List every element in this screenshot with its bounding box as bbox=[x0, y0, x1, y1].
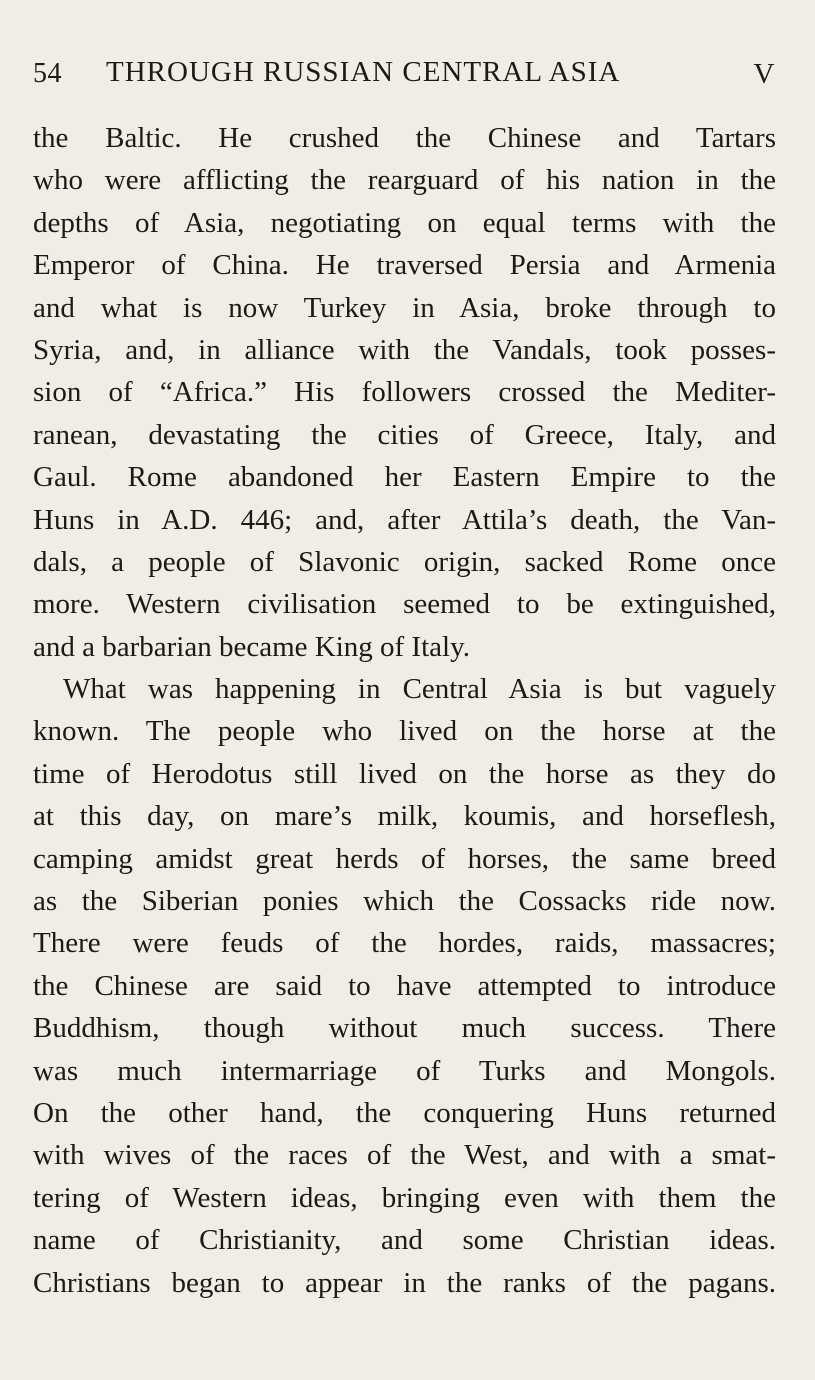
page-number: 54 bbox=[33, 58, 62, 89]
body-text bbox=[33, 117, 776, 1304]
text-line: name of Christianity, and some Christian ideas. bbox=[33, 1224, 776, 1257]
text-line: Emperor of China. He traversed Persia and Armenia bbox=[33, 249, 776, 282]
text-line: with wives of the races of the West, and with a smat- bbox=[33, 1139, 776, 1172]
text-line: as the Siberian ponies which the Cossacks ride now. bbox=[33, 885, 776, 918]
text-line: sion of “Africa.” His followers crossed the Mediter- bbox=[33, 376, 776, 409]
text-line: There were feuds of the hordes, raids, massacres; bbox=[33, 927, 776, 960]
text-line: and a barbarian became King of Italy. bbox=[33, 630, 470, 663]
text-line: and what is now Turkey in Asia, broke through to bbox=[33, 291, 776, 324]
text-line: depths of Asia, negotiating on equal terms with the bbox=[33, 206, 776, 239]
text-line: tering of Western ideas, bringing even with them the bbox=[33, 1181, 776, 1214]
text-line: more. Western civilisation seemed to be extinguished, bbox=[33, 588, 776, 621]
text-line: What was happening in Central Asia is but vaguely bbox=[63, 673, 776, 706]
text-line: camping amidst great herds of horses, the same breed bbox=[33, 842, 776, 875]
text-line: Syria, and, in alliance with the Vandals, took posses- bbox=[33, 333, 776, 366]
text-line: On the other hand, the conquering Huns returned bbox=[33, 1096, 776, 1129]
text-line: the Baltic. He crushed the Chinese and Tartars bbox=[33, 122, 776, 154]
text-line: was much intermarriage of Turks and Mongols. bbox=[33, 1054, 776, 1087]
text-line: time of Herodotus still lived on the horse as they do bbox=[33, 757, 776, 790]
page-header bbox=[33, 52, 775, 98]
text-line: at this day, on mare’s milk, koumis, and horseflesh, bbox=[33, 800, 776, 833]
text-line: dals, a people of Slavonic origin, sacked Rome once bbox=[33, 545, 776, 578]
text-line: Buddhism, though without much success. There bbox=[33, 1012, 776, 1045]
running-head: THROUGH RUSSIAN CENTRAL ASIA bbox=[106, 56, 621, 88]
text-line: who were afflicting the rearguard of his nation in the bbox=[33, 164, 776, 197]
text-line: known. The people who lived on the horse at the bbox=[33, 715, 776, 748]
text-line: the Chinese are said to have attempted to introduce bbox=[33, 969, 776, 1002]
text-line: ranean, devastating the cities of Greece, Italy, and bbox=[33, 418, 776, 451]
chapter-number: V bbox=[753, 58, 775, 90]
text-line: Gaul. Rome abandoned her Eastern Empire to the bbox=[33, 461, 776, 494]
text-line: Huns in A.D. 446; and, after Attila’s death, the Van- bbox=[33, 503, 776, 536]
text-line: Christians began to appear in the ranks of the pagans. bbox=[33, 1266, 776, 1299]
